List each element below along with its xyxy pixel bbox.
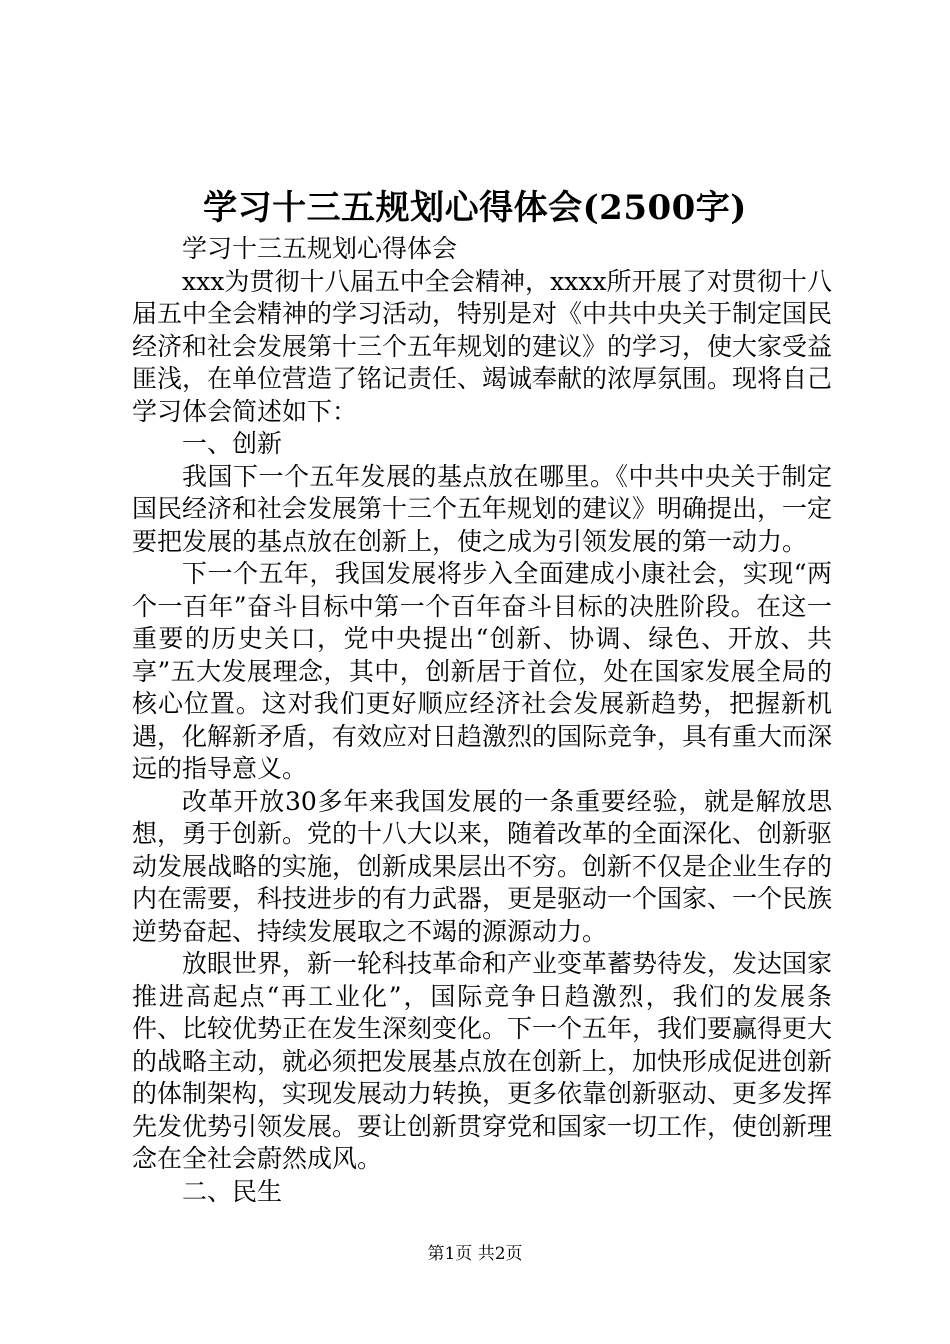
document-body [132,233,832,1208]
section-heading-livelihood: 二、民生 [182,1176,283,1206]
body-paragraph: 下一个五年，我国发展将步入全面建成小康社会，实现“两个一百年”奋斗目标中第一个百年奋斗目标的决胜阶段。在这一重要的历史关口，党中央提出“创新、协调、绿色、开放、共享”五大发展理念，其中，创新居于首位，处在国家发展全局的核心位置。这对我们更好顺应经济社会发展新趋势，把握新机遇，化解新矛盾，有效应对日趋激烈的国际竞争，具有重大而深远的指导意义。 [132,559,833,783]
body-paragraph: 放眼世界，新一轮科技革命和产业变革蓄势待发，发达国家推进高起点“再工业化”，国际竞争日趋激烈，我们的发展条件、比较优势正在发生深刻变化。下一个五年，我们要赢得更大的战略主动，就必须把发展基点放在创新上，加快形成促进创新的体制架构，实现发展动力转换，更多依靠创新驱动、更多发挥先发优势引领发展。要让创新贯穿党和国家一切工作，使创新理念在全社会蔚然成风。 [132,949,833,1173]
body-paragraph: 改革开放30多年来我国发展的一条重要经验，就是解放思想，勇于创新。党的十八大以来，随着改革的全面深化、创新驱动发展战略的实施，创新成果层出不穷。创新不仅是企业生存的内在需要，科技进步的有力武器，更是驱动一个国家、一个民族逆势奋起、持续发展取之不竭的源源动力。 [132,786,833,946]
section-heading-innovation: 一、创新 [182,429,283,458]
document-title: 学习十三五规划心得体会(2500字) [203,188,747,228]
subtitle-paragraph: 学习十三五规划心得体会 [182,234,458,263]
intro-paragraph: xxx为贯彻十八届五中全会精神，xxxx所开展了对贯彻十八届五中全会精神的学习活动，特别是对《中共中央关于制定国民经济和社会发展第十三个五年规划的建议》的学习，使大家受益匪浅，在单位营造了铭记责任、竭诚奉献的浓厚氛围。现将自己学习体会简述如下： [132,266,833,426]
page-number-footer: 第1页 共2页 [427,1244,523,1264]
body-paragraph: 我国下一个五年发展的基点放在哪里。《中共中央关于制定国民经济和社会发展第十三个五年规划的建议》明确提出，一定要把发展的基点放在创新上，使之成为引领发展的第一动力。 [132,461,833,556]
